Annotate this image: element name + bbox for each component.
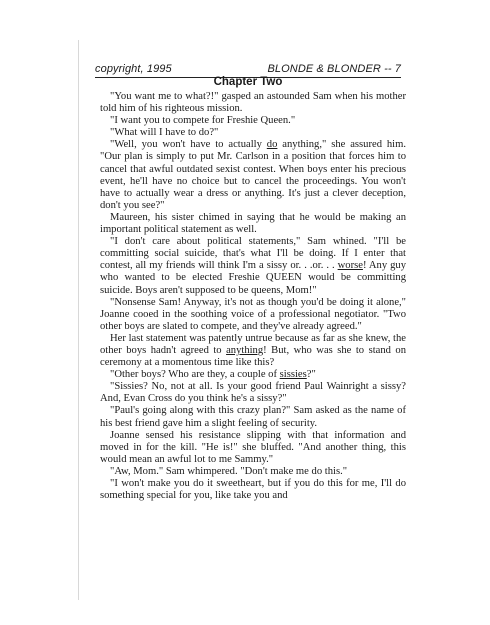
header-title-page-number: BLONDE & BLONDER -- 7: [267, 63, 401, 75]
paragraph: "I won't make you do it sweetheart, but if you do this for me, I'll do something special for you, like take you and: [100, 478, 406, 502]
underlined-word: do: [266, 139, 278, 151]
text-span: ?": [306, 369, 316, 381]
paragraph: "Sissies? No, not at all. Is your good friend Paul Wainright a sissy? And, Evan Cross do you think he's a sissy?": [100, 381, 406, 405]
paragraph: "Nonsense Sam! Anyway, it's not as though you'd be doing it alone," Joanne cooed in the soothing voice of a professional negotiator. "Two other boys are slated to compete, and they've already agreed.": [100, 296, 406, 332]
paragraph: [100, 139, 406, 212]
underlined-word: sissies: [279, 369, 307, 381]
paragraph: "I want you to compete for Freshie Queen.": [110, 115, 296, 127]
text-span: ! Any guy who wanted to be elected Freshie QUEEN would be committing suicide. Boys aren't supposed to be queens, Mom!": [100, 260, 406, 296]
text-span: "I don't care about political statements," Sam whined. "I'll be committing social suicide, that's what I'll be doing. If I enter that contest, all my friends will think I'm a sissy or. . .or. . .: [100, 236, 406, 272]
paragraph: Joanne sensed his resistance slipping with that information and moved in for the kill. "He is!" she bluffed. "And another thing, this would mean an awful lot to me Sammy.": [100, 429, 406, 465]
book-page: [79, 52, 417, 600]
text-span: "Other boys? Who are they, a couple of: [110, 369, 280, 381]
text-span: ! But, who was she to stand on ceremony at a momentous time like this?: [100, 344, 407, 369]
paragraph: "Paul's going along with this crazy plan?" Sam asked as the name of his best friend gave him a slight feeling of security.: [100, 405, 406, 429]
text-span: "Well, you won't have to actually: [110, 139, 267, 151]
paragraph: [100, 369, 406, 381]
paragraph: Maureen, his sister chimed in saying that he would be making an important political statement as well.: [100, 211, 406, 236]
underlined-word: anything: [226, 344, 264, 356]
body-text: [100, 91, 406, 502]
chapter-title: Chapter Two: [213, 76, 283, 88]
paragraph: "Aw, Mom." Sam whimpered. "Don't make me do this.": [110, 465, 348, 477]
underlined-word: worse: [337, 260, 363, 272]
paragraph: [100, 333, 406, 369]
running-header: [95, 63, 401, 77]
paragraph: "What will I have to do?": [110, 127, 219, 139]
text-span: Her last statement was patently untrue because as far as she knew, the other boys hadn't agreed to: [100, 332, 406, 356]
paragraph: "You want me to what?!" gasped an astounded Sam when his mother told him of his righteous mission.: [100, 91, 406, 115]
paragraph: [100, 236, 406, 296]
header-copyright: copyright, 1995: [95, 63, 172, 75]
text-span: anything," she assured him. "Our plan is simply to put Mr. Carlson in a position that forces him to cancel that awful outdated sexist contest. When boys enter his precious event, he'll have no choice but to cancel the proceedings. You won't have to actually wear a dress or anything. It's just a clever deception, don't you see?": [100, 139, 407, 211]
